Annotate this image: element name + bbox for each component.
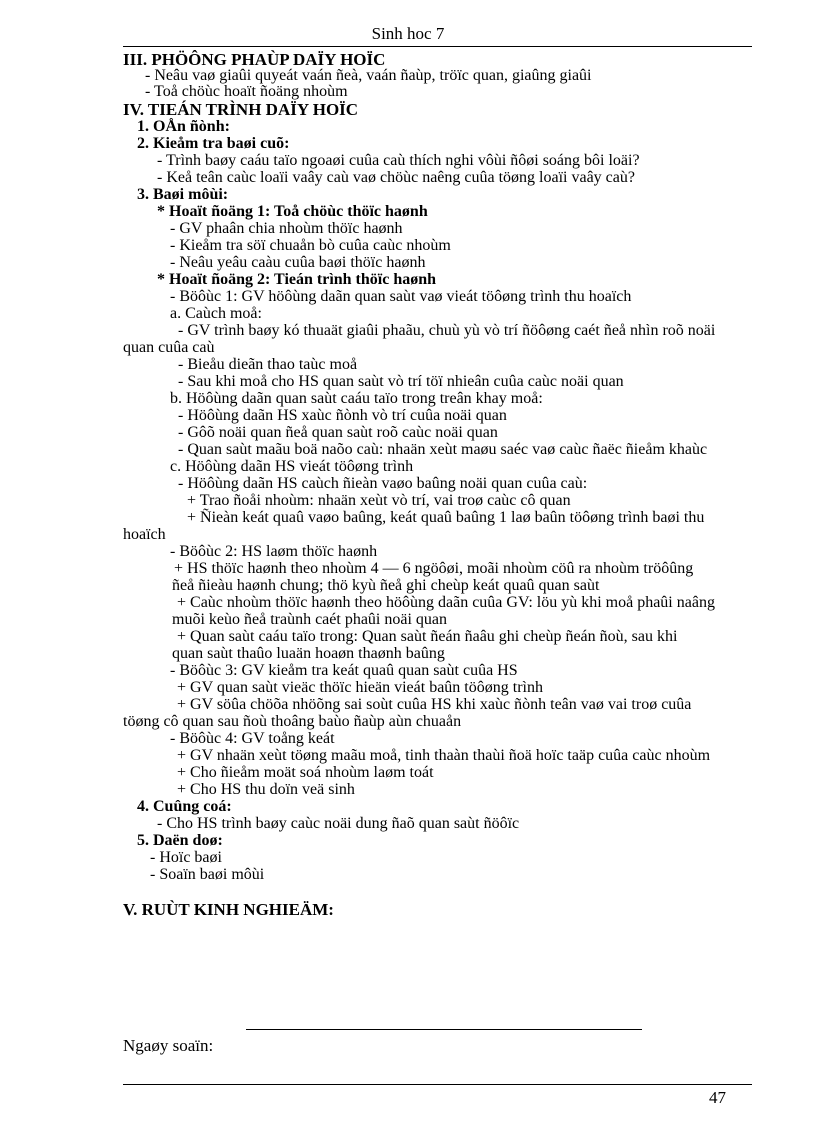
sub-heading: b. Höôùng daãn quan saùt caáu taïo trong treân khay moå:: [170, 390, 543, 407]
activity-item: - GV phaân chia nhoùm thöïc haønh: [170, 220, 403, 237]
phase-subitem-continued: hoaïch: [123, 526, 166, 543]
phase-subitem: + GV söûa chöõa nhöõng sai soùt cuûa HS khi xaùc ñònh teân vaø vai troø cuûa: [177, 696, 692, 713]
phase-item: - Sau khi moå cho HS quan saùt vò trí töï nhieân cuûa caùc noäi quan: [178, 373, 624, 390]
homework-item: - Soaïn baøi môùi: [150, 866, 265, 883]
phase-subitem-continued: muõi keùo ñeå traùnh caét phaûi noäi quan: [172, 611, 448, 628]
phase-subitem: + Caùc nhoùm thöïc haønh theo höôùng daãn cuûa GV: löu yù khi moå phaûi naâng: [177, 594, 715, 611]
phase-1: - Böôùc 1: GV höôùng daãn quan saùt vaø vieát töôøng trình thu hoaïch: [170, 288, 632, 305]
section-5-heading: V. RUÙT KINH NGHIEÄM:: [123, 900, 334, 919]
step-5-heading: 5. Daën doø:: [137, 832, 223, 849]
phase-subitem-continued: quan saùt thaûo luaän hoaøn thaønh baûng: [172, 645, 445, 662]
review-question: - Trình baøy caáu taïo ngoaøi cuûa caù thích nghi vôùi ñôøi soáng bôi loäi?: [157, 152, 640, 169]
phase-item: - Bieåu dieãn thao taùc moå: [178, 356, 358, 373]
review-question: - Keå teân caùc loaïi vaây caù vaø chöùc naêng cuûa töøng loaïi vaây caù?: [157, 169, 635, 186]
section-3-heading: III. PHÖÔNG PHAÙP DAÏY HOÏC: [123, 50, 386, 69]
homework-item: - Hoïc baøi: [150, 849, 222, 866]
section-4-heading: IV. TIEÁN TRÌNH DAÏY HOÏC: [123, 100, 359, 119]
phase-item: - Höôùng daãn HS xaùc ñònh vò trí cuûa noäi quan: [178, 407, 507, 424]
phase-3: - Böôùc 3: GV kieåm tra keát quaû quan saùt cuûa HS: [170, 662, 518, 679]
phase-2: - Böôùc 2: HS laøm thöïc haønh: [170, 543, 378, 560]
date-label: Ngaøy soaïn:: [123, 1036, 214, 1055]
page-number: 47: [709, 1088, 726, 1107]
phase-item: - Quan saùt maãu boä naõo caù: nhaän xeùt maøu saéc vaø caùc ñaëc ñieåm khaùc: [178, 441, 708, 458]
phase-item-continued: quan cuûa caù: [123, 339, 215, 356]
phase-item: - Höôùng daãn HS caùch ñieàn vaøo baûng noäi quan cuûa caù:: [178, 475, 588, 492]
sub-heading: c. Höôùng daãn HS vieát töôøng trình: [170, 458, 414, 475]
phase-subitem: + Cho HS thu doïn veä sinh: [177, 781, 355, 798]
phase-item: - GV trình baøy kó thuaät giaûi phaãu, chuù yù vò trí ñöôøng caét ñeå nhìn roõ noäi: [178, 322, 716, 339]
sub-heading: a. Caùch moå:: [170, 305, 262, 322]
step-4-heading: 4. Cuûng coá:: [137, 798, 232, 815]
step-3-heading: 3. Baøi môùi:: [137, 186, 229, 203]
activity-item: - Kieåm tra söï chuaån bò cuûa caùc nhoùm: [170, 237, 451, 254]
phase-subitem: + HS thöïc haønh theo nhoùm 4 — 6 ngöôøi, moãi nhoùm cöû ra nhoùm tröôûng: [174, 560, 694, 577]
phase-subitem: + GV quan saùt vieäc thöïc hieän vieát baûn töôøng trình: [177, 679, 543, 696]
phase-subitem: + Trao ñoåi nhoùm: nhaän xeùt vò trí, vai troø caùc cô quan: [187, 492, 571, 509]
header-title: Sinh hoc 7: [371, 24, 445, 43]
activity-item: - Neâu yeâu caàu cuûa baøi thöïc haønh: [170, 254, 426, 271]
separator-line: [246, 1029, 642, 1030]
consolidation-item: - Cho HS trình baøy caùc noäi dung ñaõ quan saùt ñöôïc: [157, 815, 520, 832]
phase-subitem: + Quan saùt caáu taïo trong: Quan saùt ñeán ñaâu ghi cheùp ñeán ñoù, sau khi: [177, 628, 678, 645]
method-item: - Neâu vaø giaûi quyeát vaán ñeà, vaán ñaùp, tröïc quan, giaûng giaûi: [145, 67, 592, 84]
phase-subitem: + Ñieàn keát quaû vaøo baûng, keát quaû baûng 1 laø baûn töôøng trình baøi thu: [187, 509, 705, 526]
footer-rule: [123, 1084, 752, 1085]
phase-4: - Böôùc 4: GV toång keát: [170, 730, 335, 747]
header-rule: [123, 46, 752, 47]
phase-subitem: + GV nhaän xeùt töøng maãu moå, tinh thaàn thaùi ñoä hoïc taäp cuûa caùc nhoùm: [177, 747, 711, 764]
activity-1-heading: * Hoaït ñoäng 1: Toå chöùc thöïc haønh: [157, 203, 428, 220]
phase-subitem-continued: ñeå ñieàu haønh chung; thö kyù ñeå ghi cheùp keát quaû quan saùt: [172, 577, 600, 594]
phase-subitem-continued: töøng cô quan sau ñoù thoâng baùo ñaùp aùn chuaån: [123, 713, 462, 730]
phase-item: - Gôõ noäi quan ñeå quan saùt roõ caùc noäi quan: [178, 424, 498, 441]
step-2-heading: 2. Kieåm tra baøi cuõ:: [137, 135, 290, 152]
activity-2-heading: * Hoaït ñoäng 2: Tieán trình thöïc haønh: [157, 271, 437, 288]
method-item: - Toå chöùc hoaït ñoäng nhoùm: [145, 83, 348, 100]
phase-subitem: + Cho ñieåm moät soá nhoùm laøm toát: [177, 764, 434, 781]
step-1-heading: 1. OÅn ñònh:: [137, 118, 230, 135]
